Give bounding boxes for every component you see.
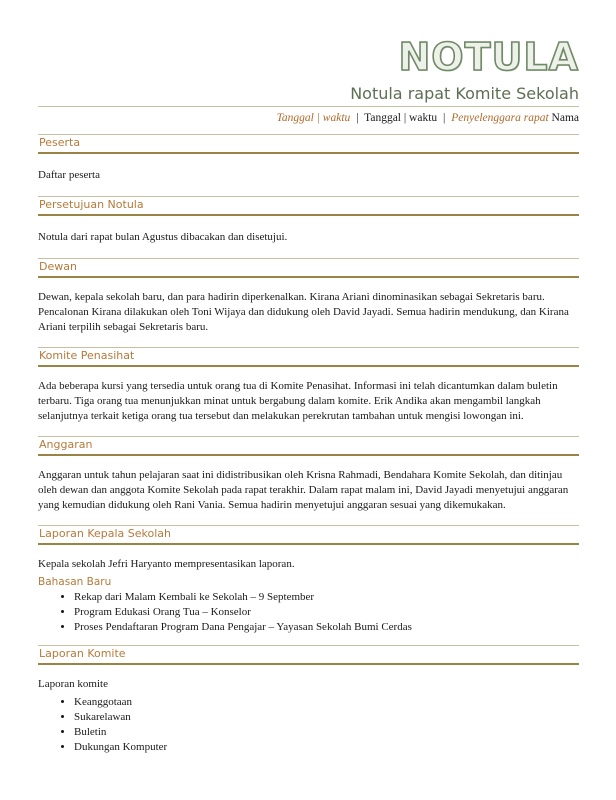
date-label: Tanggal | waktu xyxy=(276,112,351,124)
list-item: • Rekap dari Malam Kembali ke Sekolah – 9 September xyxy=(74,590,579,605)
section-heading-persetujuan xyxy=(38,196,579,216)
section-title: Dewan xyxy=(39,260,77,273)
section-heading-dewan xyxy=(38,258,579,278)
section-text-penasihat: Ada beberapa kursi yang tersedia untuk orang tua di Komite Penasihat. Informasi ini telah dicantumkan dalam buletin terbaru. Tiga orang tua menunjukkan minat untuk bergabung dalam komite. Erik Andika akan mengambil langkah selanjutnya terkait ketiga orang tua tersebut dan melakukan perekrutan tambahan untuk mengisi lowongan ini. xyxy=(38,380,558,422)
meta-separator: | xyxy=(356,112,359,124)
organizer-value: Nama xyxy=(551,112,579,124)
list-item: • Buletin xyxy=(74,725,579,740)
section-title: Komite Penasihat xyxy=(39,349,135,362)
list-item: • Sukarelawan xyxy=(74,710,579,725)
section-text-komite: Laporan komite xyxy=(38,678,108,690)
section-text-dewan: Dewan, kepala sekolah baru, dan para hadirin diperkenalkan. Kirana Ariani dinominasikan sebagai Sekretaris baru. Pencalonan Kirana dilakukan oleh Toni Wijaya dan didukung oleh David Jayadi. Semua hadirin mendukung, dan Kirana Ariani terpilih sebagai Sekretaris baru. xyxy=(38,291,569,333)
section-heading-penasihat xyxy=(38,347,579,367)
section-title: Laporan Kepala Sekolah xyxy=(39,527,171,540)
list-laporan-komite xyxy=(38,695,579,755)
list-item: • Program Edukasi Orang Tua – Konselor xyxy=(74,605,579,620)
date-value: Tanggal | waktu xyxy=(364,112,438,124)
header-divider xyxy=(38,106,579,107)
section-title: Anggaran xyxy=(39,438,93,451)
list-item: • Keanggotaan xyxy=(74,695,579,710)
document-body xyxy=(38,134,579,755)
section-text-peserta: Daftar peserta xyxy=(38,169,100,181)
section-title: Peserta xyxy=(39,136,81,149)
organizer-label: Penyelenggara rapat xyxy=(451,112,549,124)
section-heading-komite xyxy=(38,645,579,665)
section-heading-peserta xyxy=(38,134,579,154)
section-heading-kepala-sekolah xyxy=(38,525,579,545)
section-text-persetujuan: Notula dari rapat bulan Agustus dibacakan dan disetujui. xyxy=(38,231,288,243)
subheading-bahasan-baru: Bahasan Baru xyxy=(38,576,112,588)
section-text-kepala-sekolah: Kepala sekolah Jefri Haryanto mempresentasikan laporan. xyxy=(38,558,295,570)
section-title: Persetujuan Notula xyxy=(39,198,144,211)
meta-separator: | xyxy=(443,112,446,124)
section-heading-anggaran xyxy=(38,436,579,456)
document-subtitle: Notula rapat Komite Sekolah xyxy=(350,84,579,103)
list-item: • Proses Pendaftaran Program Dana Pengajar – Yayasan Sekolah Bumi Cerdas xyxy=(74,620,579,635)
meeting-meta xyxy=(277,113,579,125)
section-text-anggaran: Anggaran untuk tahun pelajaran saat ini didistribusikan oleh Krisna Rahmadi, Bendahara Komite Sekolah, dan ditinjau oleh dewan dan anggota Komite Sekolah pada rapat terakhir. Dalam rapat malam ini, David Jayadi menyetujui anggaran yang kemudian didukung oleh Rani Vania. Semua hadirin menyetujui anggaran sesuai yang dikemukakan. xyxy=(38,469,569,511)
list-item: • Dukungan Komputer xyxy=(74,740,579,755)
list-bahasan-baru xyxy=(38,590,579,635)
section-title: Laporan Komite xyxy=(39,647,126,660)
document-title: NOTULA xyxy=(398,35,579,79)
